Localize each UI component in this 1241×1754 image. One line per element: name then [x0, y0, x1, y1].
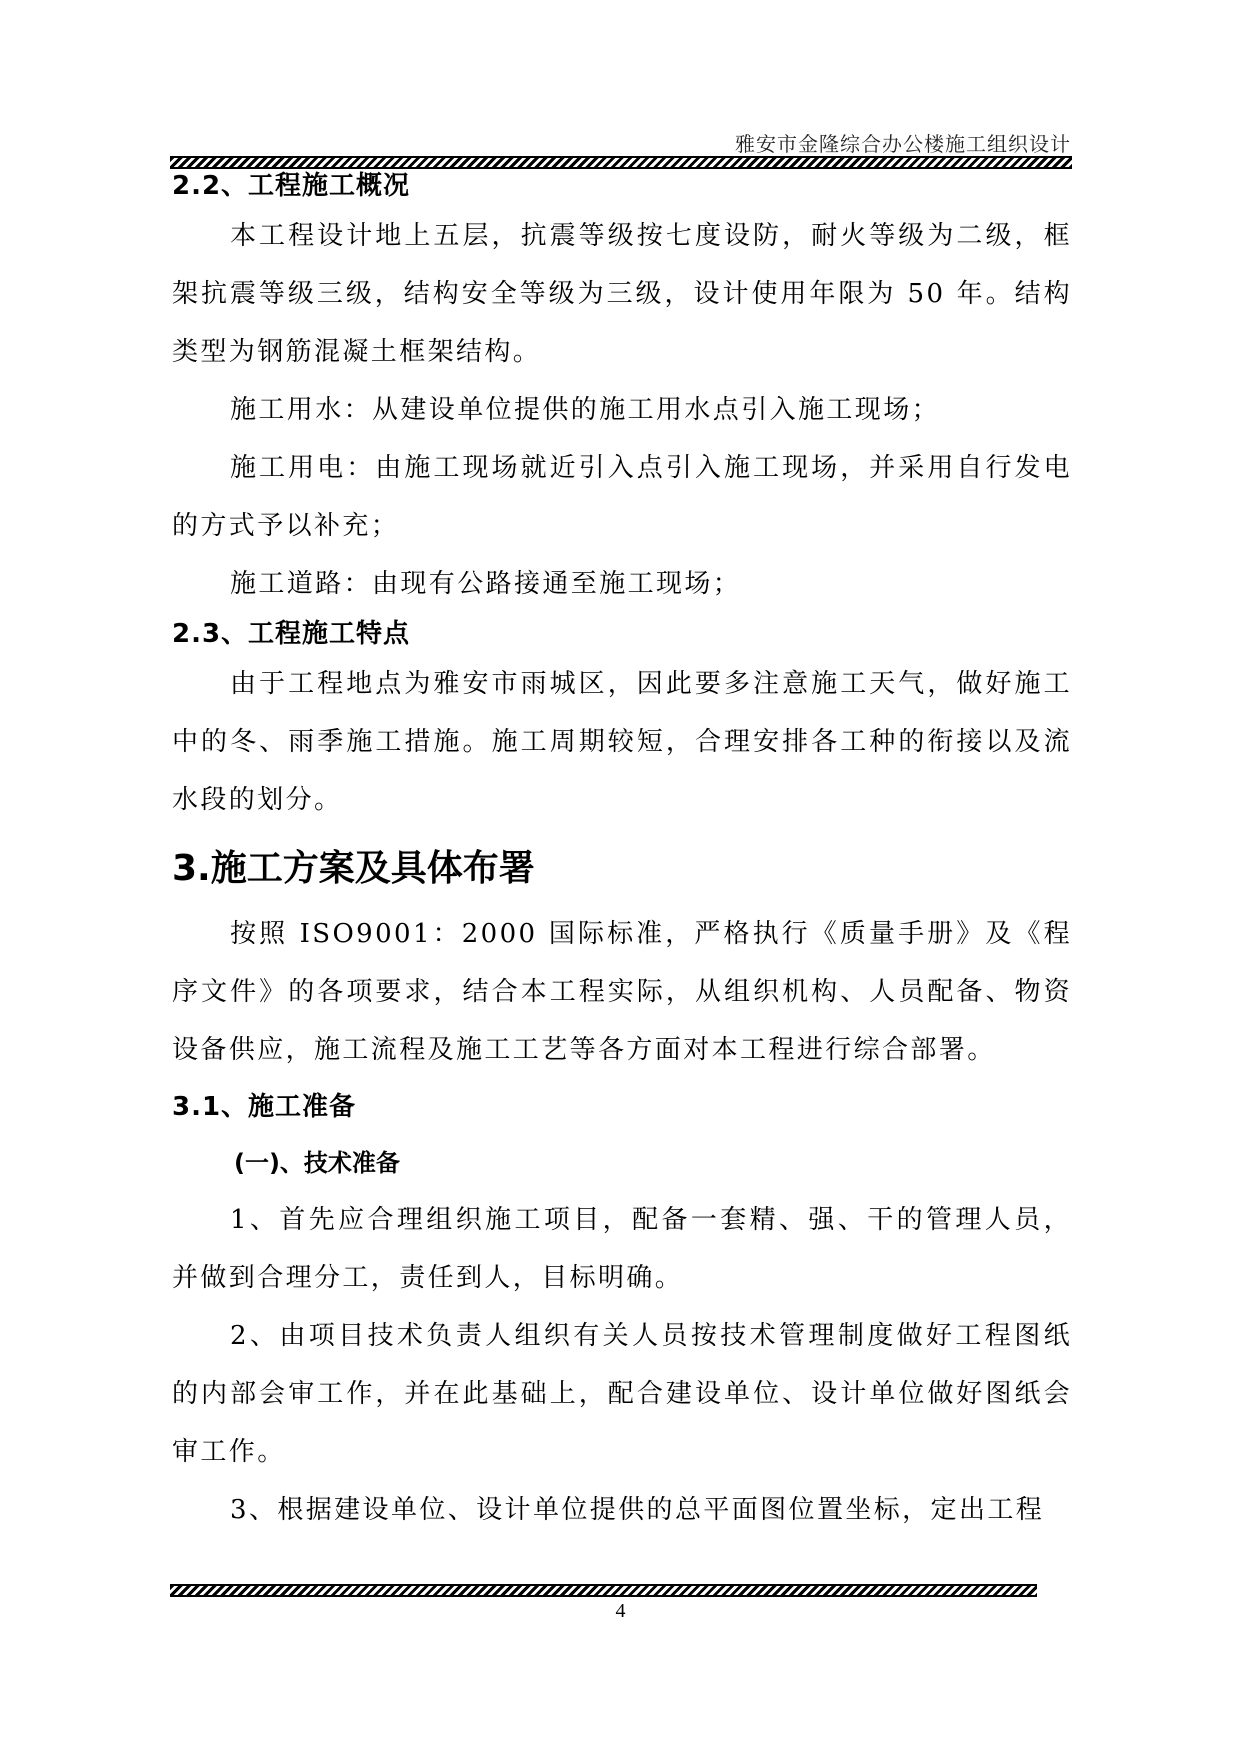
page-number: 4 — [615, 1600, 626, 1622]
paragraph: 3、根据建设单位、设计单位提供的总平面图位置坐标，定出工程 — [230, 1495, 1045, 1525]
section-heading-2-3: 2.3、工程施工特点 — [172, 619, 411, 649]
page-body — [172, 165, 1072, 1539]
subsection-heading: (一)、技术准备 — [234, 1149, 400, 1177]
paragraph: 本工程设计地上五层，抗震等级按七度设防，耐火等级为二级，框架抗震等级三级，结构安全等级为三级，设计使用年限为 50 年。结构类型为钢筋混凝土框架结构。 — [172, 221, 1072, 367]
paragraph: 1、首先应合理组织施工项目，配备一套精、强、干的管理人员，并做到合理分工，责任到人，目标明确。 — [172, 1205, 1072, 1293]
footer-rule — [170, 1584, 1037, 1597]
paragraph: 施工道路：由现有公路接通至施工现场； — [230, 569, 742, 599]
section-heading-3: 3.施工方案及具体布署 — [172, 848, 535, 889]
paragraph: 施工用电：由施工现场就近引入点引入施工现场，并采用自行发电的方式予以补充； — [172, 453, 1072, 541]
paragraph: 由于工程地点为雅安市雨城区，因此要多注意施工天气，做好施工中的冬、雨季施工措施。施工周期较短，合理安排各工种的衔接以及流水段的划分。 — [172, 669, 1072, 815]
paragraph: 施工用水：从建设单位提供的施工用水点引入施工现场； — [230, 395, 941, 425]
section-heading-2-2: 2.2、工程施工概况 — [172, 171, 411, 201]
paragraph: 2、由项目技术负责人组织有关人员按技术管理制度做好工程图纸的内部会审工作，并在此基础上，配合建设单位、设计单位做好图纸会审工作。 — [172, 1321, 1072, 1467]
paragraph: 按照 ISO9001：2000 国际标准，严格执行《质量手册》及《程序文件》的各项要求，结合本工程实际，从组织机构、人员配备、物资设备供应，施工流程及施工工艺等各方面对本工程进行综合部署。 — [172, 919, 1072, 1065]
running-header: 雅安市金隆综合办公楼施工组织设计 — [735, 132, 1071, 156]
section-heading-3-1: 3.1、施工准备 — [172, 1092, 357, 1122]
